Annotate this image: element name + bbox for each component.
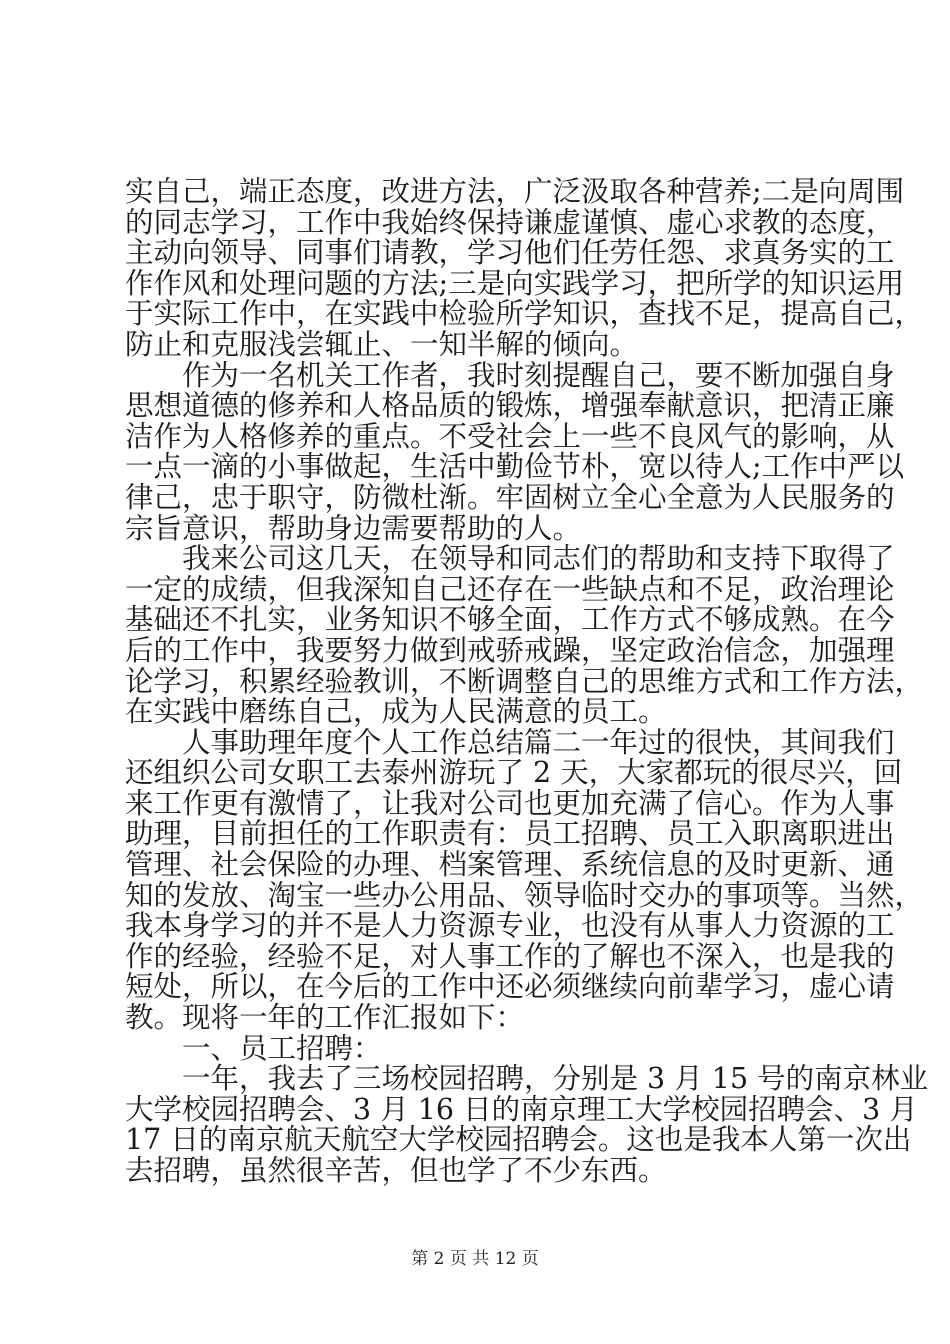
text-line: 作作风和处理问题的方法;三是向实践学习，把所学的知识运用 [125, 266, 905, 300]
text-line: 来工作更有激情了，让我对公司也更加充满了信心。作为人事 [125, 786, 895, 820]
text-line: 大学校园招聘会、3 月 16 日的南京理工大学校园招聘会、3 月 [125, 1092, 918, 1126]
page-footer: 第 2 页 共 12 页 [411, 1249, 539, 1269]
text-line: 主动向领导、同事们请教，学习他们任劳任怨、求真务实的工 [125, 236, 895, 270]
text-line: 后的工作中，我要努力做到戒骄戒躁，坚定政治信念，加强理 [125, 633, 895, 667]
text-line: 作的经验，经验不足，对人事工作的了解也不深入，也是我的 [125, 939, 895, 973]
text-line: 宗旨意识，帮助身边需要帮助的人。 [125, 511, 582, 545]
text-line: 一点一滴的小事做起，生活中勤俭节朴，宽以待人;工作中严以 [125, 450, 905, 484]
text-line: 思想道德的修养和人格品质的锻炼，增强奉献意识，把清正廉 [125, 389, 895, 423]
text-line: 实自己，端正态度，改进方法，广泛汲取各种营养;二是向周围 [125, 175, 905, 208]
text-line: 一定的成绩，但我深知自己还存在一些缺点和不足，政治理论 [125, 572, 895, 606]
text-line: 助理，目前担任的工作职责有：员工招聘、员工入职离职进出 [125, 817, 895, 851]
text-line: 17 日的南京航天航空大学校园招聘会。这也是我本人第一次出 [125, 1123, 912, 1157]
text-line: 知的发放、淘宝一些办公用品、领导临时交办的事项等。当然， [125, 878, 924, 912]
text-line: 短处，所以，在今后的工作中还必须继续向前辈学习，虚心请 [125, 970, 895, 1004]
text-line: 管理、社会保险的办理、档案管理、系统信息的及时更新、通 [125, 848, 895, 882]
text-line: 防止和克服浅尝辄止、一知半解的倾向。 [125, 327, 639, 361]
text-line: 我本身学习的并不是人力资源专业，也没有从事人力资源的工 [125, 909, 895, 943]
text-line: 一、员工招聘： [125, 1031, 382, 1065]
text-line: 论学习，积累经验教训，不断调整自己的思维方式和工作方法， [125, 664, 924, 698]
text-line: 的同志学习，工作中我始终保持谦虚谨慎、虚心求教的态度， [125, 205, 895, 239]
text-line: 在实践中磨练自己，成为人民满意的员工。 [125, 695, 667, 729]
text-line: 人事助理年度个人工作总结篇二一年过的很快，其间我们 [125, 725, 895, 759]
text-line: 律己，忠于职守，防微杜渐。牢固树立全心全意为人民服务的 [125, 480, 895, 514]
text-line: 还组织公司女职工去泰州游玩了 2 天，大家都玩的很尽兴，回 [125, 756, 903, 790]
text-line: 一年，我去了三场校园招聘，分别是 3 月 15 号的南京林业 [125, 1062, 929, 1096]
text-line: 去招聘，虽然很辛苦，但也学了不少东西。 [125, 1154, 667, 1187]
document-body [125, 175, 929, 1187]
text-line: 我来公司这几天，在领导和同志们的帮助和支持下取得了 [125, 542, 895, 576]
text-line: 于实际工作中，在实践中检验所学知识，查找不足，提高自己， [125, 297, 924, 331]
text-line: 教。现将一年的工作汇报如下： [125, 1001, 525, 1035]
text-line: 洁作为人格修养的重点。不受社会上一些不良风气的影响，从 [125, 419, 895, 453]
text-line: 作为一名机关工作者，我时刻提醒自己，要不断加强自身 [125, 358, 895, 392]
text-line: 基础还不扎实，业务知识不够全面，工作方式不够成熟。在今 [125, 603, 895, 637]
